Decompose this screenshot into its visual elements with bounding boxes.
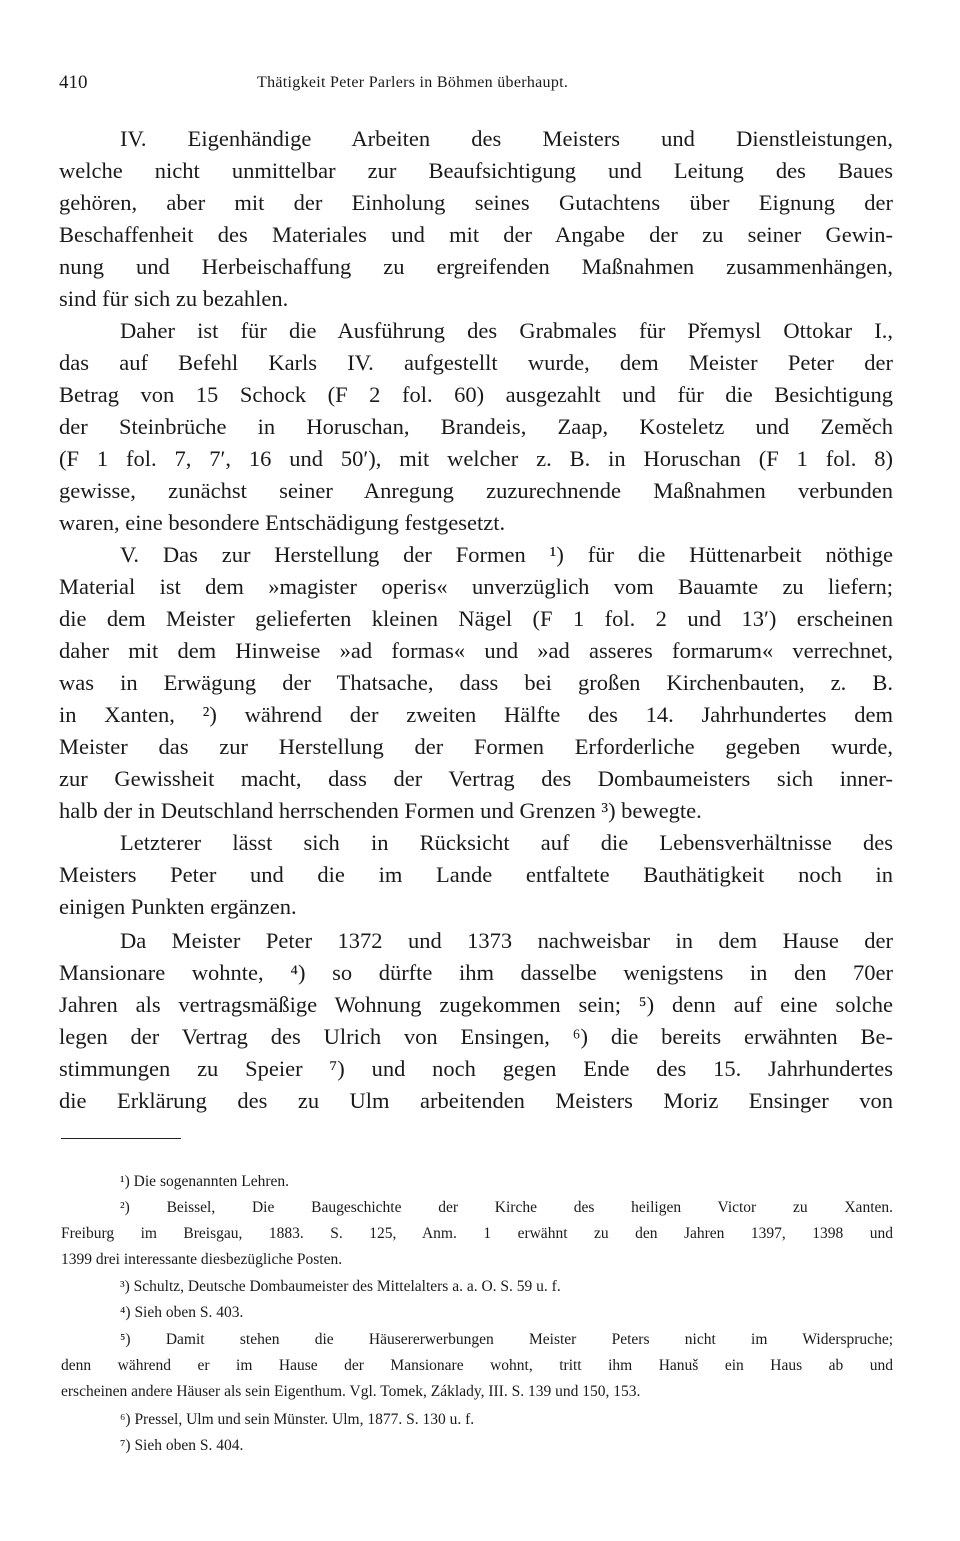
body-line: welche nicht unmittelbar zur Beaufsichtigung und Leitung des Baues (59, 158, 893, 183)
running-header (59, 72, 893, 102)
footnote-line: ⁴) Sieh oben S. 403. (120, 1304, 244, 1321)
footnote-line: erscheinen andere Häuser als sein Eigenthum. Vgl. Tomek, Základy, III. S. 139 und 150, 153. (61, 1383, 641, 1400)
footnote-line: Freiburg im Breisgau, 1883. S. 125, Anm. 1 erwähnt zu den Jahren 1397, 1398 und (61, 1225, 893, 1242)
running-title: Thätigkeit Peter Parlers in Böhmen überhaupt. (257, 74, 569, 91)
body-line: (F 1 fol. 7, 7′, 16 und 50′), mit welcher z. B. in Horuschan (F 1 fol. 8) (59, 446, 893, 471)
body-line: gewisse, zunächst seiner Anregung zuzurechnende Maßnahmen verbunden (59, 478, 893, 503)
body-line: die Erklärung des zu Ulm arbeitenden Meisters Moriz Ensinger von (59, 1088, 893, 1113)
body-line: sind für sich zu bezahlen. (59, 286, 289, 311)
body-line: Letzterer lässt sich in Rücksicht auf die Lebensverhältnisse des (120, 830, 893, 855)
footnote-line: ³) Schultz, Deutsche Dombaumeister des Mittelalters a. a. O. S. 59 u. f. (120, 1278, 561, 1295)
body-line: nung und Herbeischaffung zu ergreifenden Maßnahmen zusammenhängen, (59, 254, 893, 279)
body-line: IV. Eigenhändige Arbeiten des Meisters und Dienstleistungen, (120, 126, 893, 151)
footnote-line: ⁷) Sieh oben S. 404. (120, 1437, 244, 1454)
body-line: Material ist dem »magister operis« unverzüglich vom Bauamte zu liefern; (59, 574, 893, 599)
body-line: waren, eine besondere Entschädigung festgesetzt. (59, 510, 506, 535)
body-line: gehören, aber mit der Einholung seines Gutachtens über Eignung der (59, 190, 893, 215)
body-line: in Xanten, ²) während der zweiten Hälfte des 14. Jahrhundertes dem (59, 702, 893, 727)
footnote-line: ⁶) Pressel, Ulm und sein Münster. Ulm, 1877. S. 130 u. f. (120, 1411, 475, 1428)
body-line: Meisters Peter und die im Lande entfaltete Bauthätigkeit noch in (59, 862, 893, 887)
body-line: Mansionare wohnte, ⁴) so dürfte ihm dasselbe wenigstens in den 70er (59, 960, 893, 985)
body-line: was in Erwägung der Thatsache, dass bei großen Kirchenbauten, z. B. (59, 670, 893, 695)
body-line: Betrag von 15 Schock (F 2 fol. 60) ausgezahlt und für die Besichtigung (59, 382, 893, 407)
footnote-separator (61, 1138, 181, 1139)
body-line: Beschaffenheit des Materiales und mit der Angabe der zu seiner Gewin- (59, 222, 893, 247)
body-line: halb der in Deutschland herrschenden Formen und Grenzen ³) bewegte. (59, 798, 702, 823)
body-line: der Steinbrüche in Horuschan, Brandeis, Zaap, Kosteletz und Zeměch (59, 414, 893, 439)
body-line: stimmungen zu Speier ⁷) und noch gegen Ende des 15. Jahrhundertes (59, 1056, 893, 1081)
body-line: Jahren als vertragsmäßige Wohnung zugekommen sein; ⁵) denn auf eine solche (59, 992, 893, 1017)
page-number: 410 (59, 72, 88, 93)
body-line: die dem Meister gelieferten kleinen Nägel (F 1 fol. 2 und 13′) erscheinen (59, 606, 893, 631)
footnote-line: denn während er im Hause der Mansionare wohnt, tritt ihm Hanuš ein Haus ab und (61, 1357, 893, 1374)
body-line: Da Meister Peter 1372 und 1373 nachweisbar in dem Hause der (120, 928, 893, 953)
footnote-line: 1399 drei interessante diesbezügliche Posten. (61, 1251, 343, 1268)
body-line: einigen Punkten ergänzen. (59, 894, 297, 919)
footnote-line: ²) Beissel, Die Baugeschichte der Kirche des heiligen Victor zu Xanten. (120, 1199, 893, 1216)
body-line: daher mit dem Hinweise »ad formas« und »ad asseres formarum« verrechnet, (59, 638, 893, 663)
body-line: Meister das zur Herstellung der Formen Erforderliche gegeben wurde, (59, 734, 893, 759)
footnote-line: ¹) Die sogenannten Lehren. (120, 1173, 290, 1190)
body-line: das auf Befehl Karls IV. aufgestellt wurde, dem Meister Peter der (59, 350, 893, 375)
footnote-line: ⁵) Damit stehen die Häusererwerbungen Meister Peters nicht im Widerspruche; (120, 1331, 893, 1348)
body-line: Daher ist für die Ausführung des Grabmales für Přemysl Ottokar I., (120, 318, 893, 343)
body-line: legen der Vertrag des Ulrich von Ensingen, ⁶) die bereits erwähnten Be- (59, 1024, 893, 1049)
body-line: V. Das zur Herstellung der Formen ¹) für die Hüttenarbeit nöthige (120, 542, 893, 567)
body-line: zur Gewissheit macht, dass der Vertrag des Dombaumeisters sich inner- (59, 766, 893, 791)
